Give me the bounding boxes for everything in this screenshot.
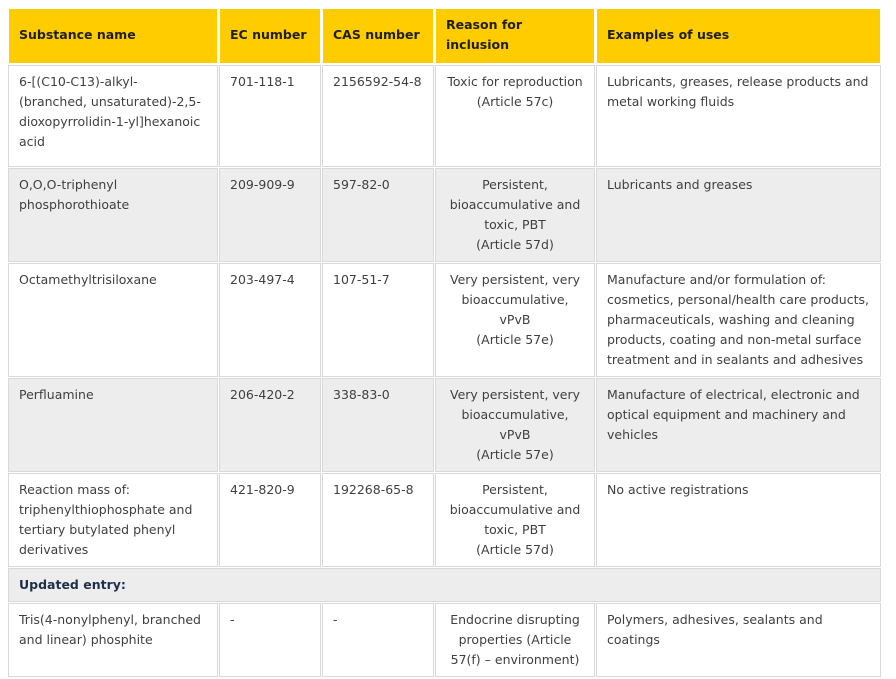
- reason-cell: Very persistent, very bioaccumulative, vPvB (Article 57e): [436, 379, 594, 471]
- uses-cell: Lubricants and greases: [597, 169, 880, 261]
- uses-cell: Lubricants, greases, release products and metal working fluids: [597, 66, 880, 166]
- header-substance-name: Substance name: [9, 9, 217, 63]
- reason-cell: Endocrine disrupting properties (Article 57(f) – environment): [436, 604, 594, 676]
- substance-cell: O,O,O-triphenyl phosphorothioate: [9, 169, 217, 261]
- ec-cell: 209-909-9: [220, 169, 320, 261]
- ec-cell: 421-820-9: [220, 474, 320, 566]
- reason-cell: Persistent, bioaccumulative and toxic, PBT (Article 57d): [436, 474, 594, 566]
- substance-cell: Octamethyltrisiloxane: [9, 264, 217, 376]
- cas-cell: 597-82-0: [323, 169, 433, 261]
- ec-cell: 701-118-1: [220, 66, 320, 166]
- table-header-row: [9, 9, 880, 63]
- substance-cell: 6-[(C10-C13)-alkyl- (branched, unsaturated)-2,5- dioxopyrrolidin-1-yl]hexanoic acid: [9, 66, 217, 166]
- table-row: [9, 169, 880, 261]
- header-uses: Examples of uses: [597, 9, 880, 63]
- table-row: [9, 264, 880, 376]
- substance-cell: Perfluamine: [9, 379, 217, 471]
- table-row: [9, 379, 880, 471]
- ec-cell: 203-497-4: [220, 264, 320, 376]
- section-row: [9, 569, 880, 601]
- table-row: [9, 66, 880, 166]
- reason-cell: Very persistent, very bioaccumulative, vPvB (Article 57e): [436, 264, 594, 376]
- ec-cell: -: [220, 604, 320, 676]
- substance-cell: Tris(4-nonylphenyl, branched and linear) phosphite: [9, 604, 217, 676]
- header-ec-number: EC number: [220, 9, 320, 63]
- table-row: [9, 604, 880, 676]
- cas-cell: 2156592-54-8: [323, 66, 433, 166]
- cas-cell: 107-51-7: [323, 264, 433, 376]
- section-label: Updated entry:: [9, 569, 880, 601]
- cas-cell: 192268-65-8: [323, 474, 433, 566]
- header-cas-number: CAS number: [323, 9, 433, 63]
- header-reason: Reason for inclusion: [436, 9, 594, 63]
- uses-cell: Manufacture of electrical, electronic and optical equipment and machinery and vehicles: [597, 379, 880, 471]
- cas-cell: 338-83-0: [323, 379, 433, 471]
- uses-cell: No active registrations: [597, 474, 880, 566]
- reason-cell: Persistent, bioaccumulative and toxic, PBT (Article 57d): [436, 169, 594, 261]
- reason-cell: Toxic for reproduction (Article 57c): [436, 66, 594, 166]
- uses-cell: Polymers, adhesives, sealants and coatings: [597, 604, 880, 676]
- ec-cell: 206-420-2: [220, 379, 320, 471]
- table-row: [9, 474, 880, 566]
- substances-table-container: [9, 9, 877, 679]
- uses-cell: Manufacture and/or formulation of: cosmetics, personal/health care products, pharmaceuticals, washing and cleaning products, coating and non-metal surface treatment and in sealants and adhesives: [597, 264, 880, 376]
- substances-table: [6, 6, 883, 679]
- substance-cell: Reaction mass of: triphenylthiophosphate and tertiary butylated phenyl derivatives: [9, 474, 217, 566]
- cas-cell: -: [323, 604, 433, 676]
